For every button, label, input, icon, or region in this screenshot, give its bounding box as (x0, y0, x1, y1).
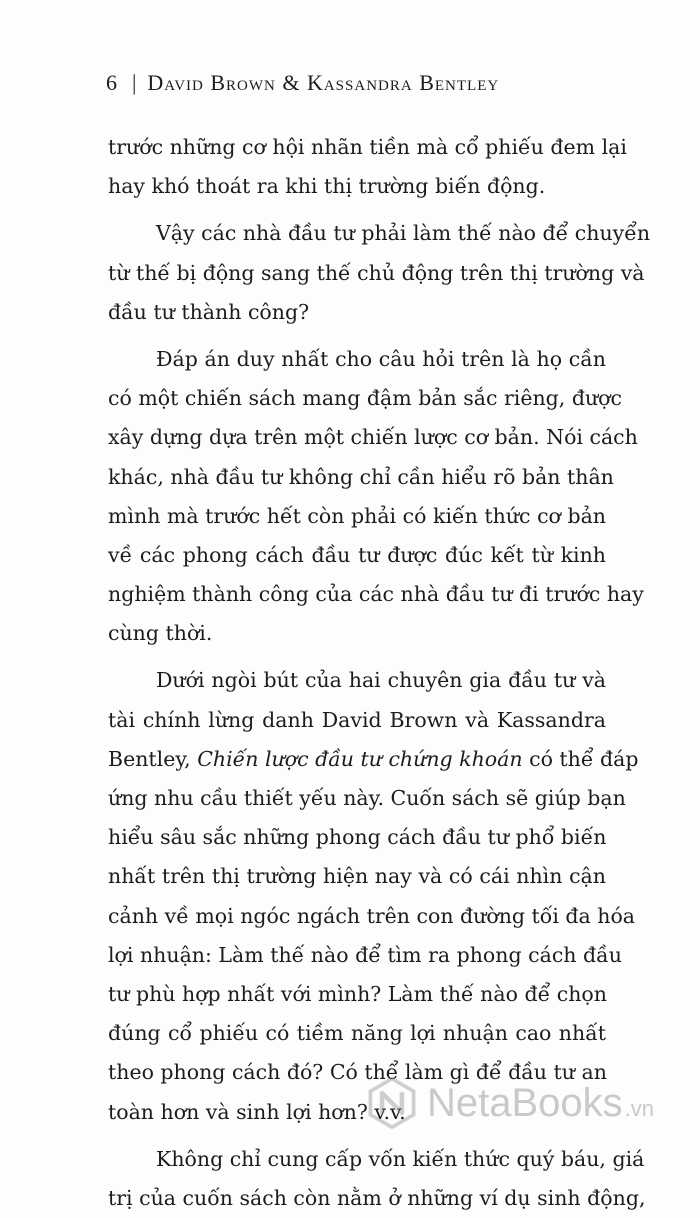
text-line: Vậy các nhà đầu tư phải làm thế nào để chuyển (156, 221, 651, 246)
text-line: có một chiến sách mang đậm bản sắc riêng, được (108, 386, 622, 411)
paragraph (108, 661, 639, 1131)
paragraph (108, 214, 651, 332)
text-line: Không chỉ cung cấp vốn kiến thức quý báu, giá (156, 1146, 645, 1171)
text-line: Đáp án duy nhất cho câu hỏi trên là họ cần (156, 346, 606, 371)
text-line: lợi nhuận: Làm thế nào để tìm ra phong cách đầu (108, 942, 622, 967)
text-line: tư phù hợp nhất với mình? Làm thế nào để chọn (108, 981, 607, 1006)
text-line: cùng thời. (108, 621, 213, 646)
text-line: cảnh về mọi ngóc ngách trên con đường tối đa hóa (108, 903, 636, 928)
text-line: hay khó thoát ra khi thị trường biến động. (108, 174, 546, 199)
book-title: Chiến lược đầu tư chứng khoán (197, 746, 523, 771)
text-line: khác, nhà đầu tư không chỉ cần hiểu rõ bản thân (108, 464, 614, 489)
text-line: về các phong cách đầu tư được đúc kết từ kinh (108, 542, 606, 567)
text-line: mình mà trước hết còn phải có kiến thức cơ bản (108, 503, 606, 528)
header-author-line: David Brown & Kassandra Bentley (147, 70, 500, 95)
text-line: nghiệm thành công của các nhà đầu tư đi trước hay (108, 582, 644, 607)
netabooks-watermark (365, 1076, 654, 1130)
text-line: xây dựng dựa trên một chiến lược cơ bản. Nói cách (108, 425, 638, 450)
paragraph (108, 1140, 646, 1218)
watermark-tld: .vn (624, 1096, 655, 1121)
text-line: Dưới ngòi bút của hai chuyên gia đầu tư và (156, 668, 606, 693)
watermark-brand: NetaBooks (427, 1080, 623, 1125)
text-line: hiểu sâu sắc những phong cách đầu tư phổ biến (108, 825, 607, 850)
text-line: trị của cuốn sách còn nằm ở những ví dụ sinh động, (108, 1185, 646, 1210)
text-line-with-title (108, 740, 639, 779)
running-header (106, 70, 499, 96)
paragraph (108, 128, 627, 206)
text-line: từ thế bị động sang thế chủ động trên thị trường và (108, 260, 645, 285)
title-suffix: có thể đáp (522, 746, 639, 771)
text-line: đầu tư thành công? (108, 299, 310, 324)
page-number: 6 (106, 70, 118, 95)
text-line: theo phong cách đó? Có thể làm gì để đầu tư an (108, 1060, 607, 1085)
text-line: nhất trên thị trường hiện nay và có cái nhìn cận (108, 864, 606, 889)
paragraph (108, 340, 644, 654)
netabooks-logo-icon (365, 1076, 419, 1130)
text-line: đúng cổ phiếu có tiềm năng lợi nhuận cao nhất (108, 1021, 606, 1046)
text-line: ứng nhu cầu thiết yếu này. Cuốn sách sẽ giúp bạn (108, 786, 626, 810)
text-line: trước những cơ hội nhãn tiền mà cổ phiếu đem lại (108, 135, 627, 159)
header-separator: | (132, 70, 138, 95)
text-line: tài chính lừng danh David Brown và Kassandra (108, 707, 606, 732)
title-prefix: Bentley, (108, 746, 198, 771)
text-line: toàn hơn và sinh lợi hơn? v.v. (108, 1099, 406, 1124)
